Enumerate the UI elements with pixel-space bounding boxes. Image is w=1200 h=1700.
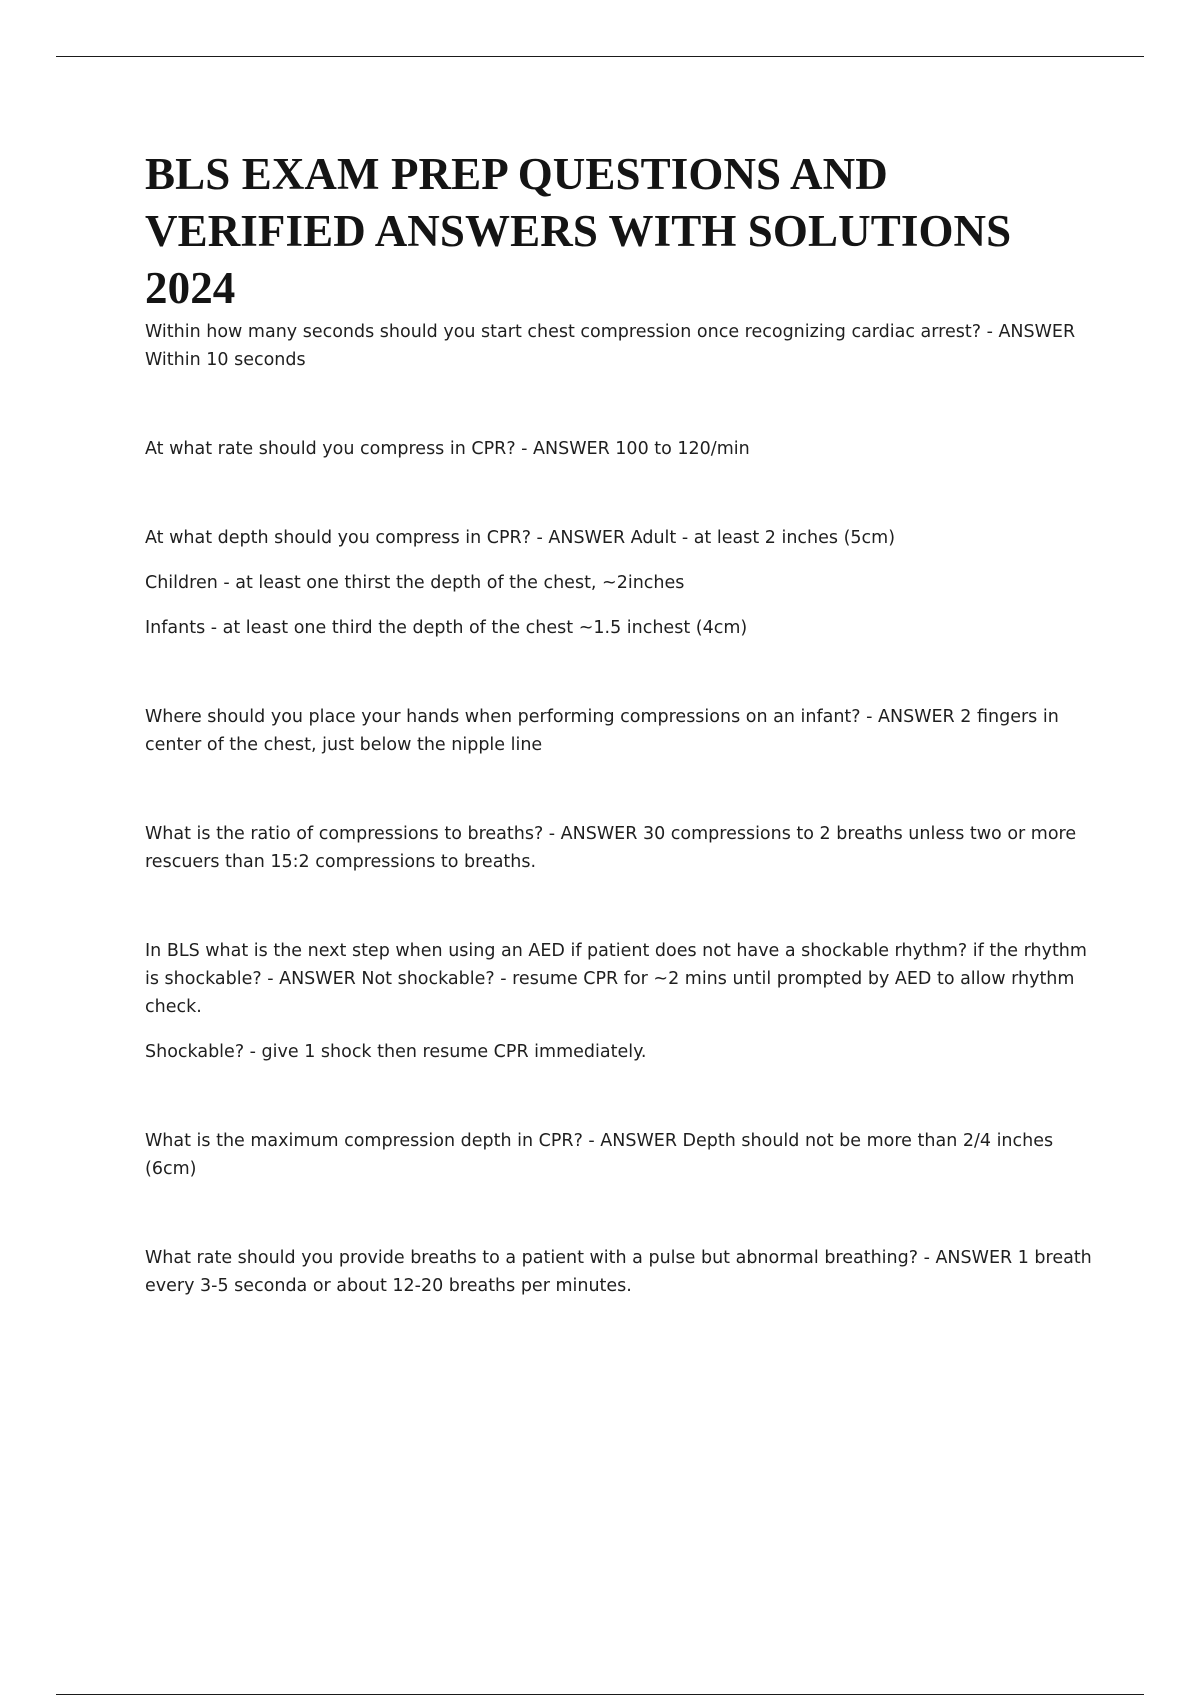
- qa-text: In BLS what is the next step when using an AED if patient does not have a shockable rhythm? if the rhythm is shockable? - ANSWER Not shockable? - resume CPR for ~2 mins until prompted by AED to allow rhythm check.: [145, 941, 1087, 1017]
- qa-item-5: [145, 820, 1095, 876]
- qa-text: At what rate should you compress in CPR? - ANSWER 100 to 120/min: [145, 439, 750, 459]
- qa-item-3: [145, 524, 1095, 642]
- qa-text: At what depth should you compress in CPR? - ANSWER Adult - at least 2 inches (5cm): [145, 528, 896, 548]
- qa-item-7: [145, 1127, 1095, 1183]
- qa-item-4: [145, 703, 1095, 759]
- document-body: [145, 146, 1095, 1300]
- qa-item-2: [145, 435, 1095, 463]
- qa-extra-line: Infants - at least one third the depth of the chest ~1.5 inchest (4cm): [145, 618, 748, 638]
- qa-extra-line: Children - at least one thirst the depth of the chest, ~2inches: [145, 573, 685, 593]
- qa-text: What is the maximum compression depth in CPR? - ANSWER Depth should not be more than 2/4 inches (6cm): [145, 1131, 1054, 1179]
- qa-extra-line: Shockable? - give 1 shock then resume CPR immediately.: [145, 1042, 647, 1062]
- qa-text: What is the ratio of compressions to breaths? - ANSWER 30 compressions to 2 breaths unless two or more rescuers than 15:2 compressions to breaths.: [145, 824, 1077, 872]
- qa-item-6: [145, 937, 1095, 1066]
- qa-item-8: [145, 1244, 1095, 1300]
- qa-text: Within how many seconds should you start chest compression once recognizing cardiac arrest? - ANSWER Within 10 seconds: [145, 322, 1076, 370]
- qa-text: What rate should you provide breaths to a patient with a pulse but abnormal breathing? - ANSWER 1 breath every 3-5 seconda or about 12-20 breaths per minutes.: [145, 1248, 1092, 1296]
- top-rule: [56, 56, 1144, 57]
- document-title: BLS EXAM PREP QUESTIONS AND VERIFIED ANSWERS WITH SOLUTIONS 2024: [145, 149, 1012, 313]
- bottom-rule: [56, 1694, 1144, 1695]
- qa-text: Where should you place your hands when performing compressions on an infant? - ANSWER 2 fingers in center of the chest, just below the nipple line: [145, 707, 1059, 755]
- qa-item-1: [145, 318, 1095, 374]
